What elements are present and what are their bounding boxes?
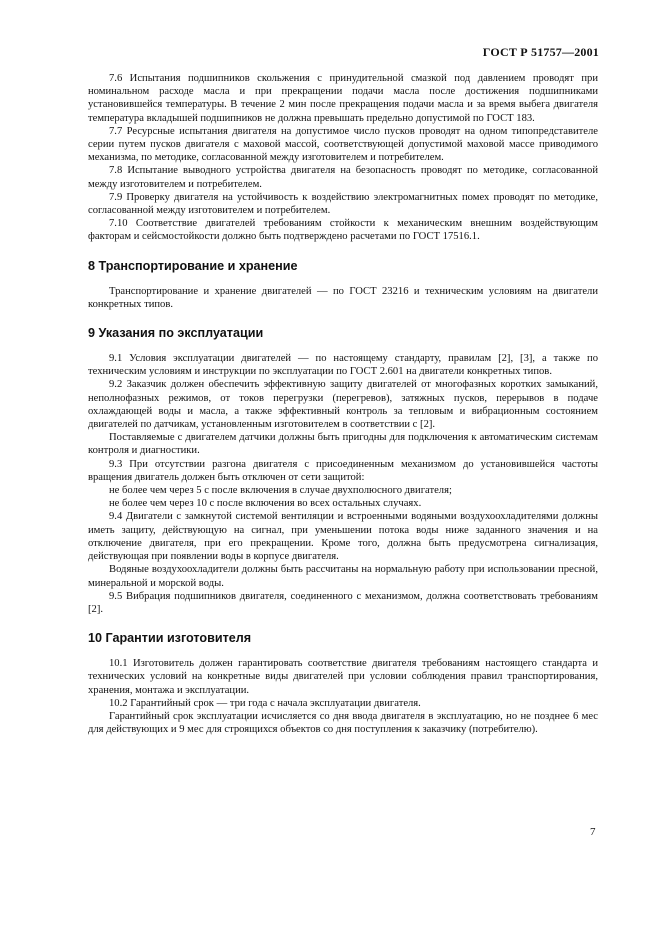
paragraph-7-7: 7.7 Ресурсные испытания двигателя на допустимое число пусков проводят на одном типопредставителе серии путем пусков двигателя с маховой массой, соответствующей допустимой маховой массе приводимого механизма, по методике, согласованной между изготовителем и потребителем.: [88, 125, 598, 164]
paragraph-7-10: 7.10 Соответствие двигателей требованиям стойкости к механическим внешним воздействующим факторам и сейсмостойкости должно быть подтверждено расчетами по ГОСТ 17516.1.: [88, 218, 598, 243]
paragraph-10-1: 10.1 Изготовитель должен гарантировать соответствие двигателя требованиям настоящего стандарта и технических условий на конкретные виды двигателей при условии соблюдения правил транспортирования, хранения, монтажа и эксплуатации.: [88, 658, 598, 696]
paragraph-9-3: 9.3 При отсутствии разгона двигателя с присоединенным механизмом до установившейся частоты вращения двигатель должен быть отключен от сети защитой:: [88, 458, 598, 483]
section-heading-8: 8 Транспортирование и хранение: [88, 258, 298, 273]
paragraph-9-3-item-a: не более чем через 5 с после включения в случае двухполюсного двигателя;: [109, 485, 452, 497]
paragraph-9-2: 9.2 Заказчик должен обеспечить эффективную защиту двигателей от многофазных коротких замыканий, неполнофазных режимов, от токов перегрузки (перегревов), затяжных пусков, перерывов в подаче охлаждающей воды и масла, а также эффективный контроль за тепловым и вибрационным состоянием двигателей по датчикам, установленным изготовителем в соответствии с [2].: [88, 379, 598, 431]
paragraph-9-3-item-b: не более чем через 10 с после включения во всех остальных случаях.: [109, 498, 422, 510]
document-code: ГОСТ Р 51757—2001: [482, 45, 599, 59]
paragraph-9-4-coolers: Водяные воздухоохладители должны быть рассчитаны на нормальную работу при использовании пресной, минеральной и морской воды.: [88, 564, 598, 589]
paragraph-8: Транспортирование и хранение двигателей — по ГОСТ 23216 и техническим условиям на двигатели конкретных типов.: [88, 285, 598, 310]
section-heading-9: 9 Указания по эксплуатации: [88, 326, 264, 341]
paragraph-10-2: 10.2 Гарантийный срок — три года с начала эксплуатации двигателя.: [109, 697, 421, 709]
paragraph-9-1: 9.1 Условия эксплуатации двигателей — по настоящему стандарту, правилам [2], [3], а также по техническим условиям и инструкции по эксплуатации по ГОСТ 2.601 на двигатели конкретных типов.: [88, 353, 598, 378]
paragraph-10-2-term: Гарантийный срок эксплуатации исчисляется со дня ввода двигателя в эксплуатацию, но не позднее 6 мес для действующих и 9 мес для строящихся объектов со дня поступления к заказчику (потребителю).: [88, 710, 598, 736]
paragraph-7-6: 7.6 Испытания подшипников скольжения с принудительной смазкой под давлением проводят при номинальном расходе масла и при прекращении подачи масла после достижения подшипниками установившейся температуры. В течение 2 мин после прекращения подачи масла и за время выбега двигателя температура вкладышей подшипников не должна превышать предельно допустимой по ГОСТ 183.: [88, 73, 598, 124]
page-number: 7: [590, 826, 596, 838]
paragraph-9-5: 9.5 Вибрация подшипников двигателя, соединенного с механизмом, должна соответствовать требованиям [2].: [88, 590, 598, 615]
paragraph-9-4: 9.4 Двигатели с замкнутой системой вентиляции и встроенными водяными воздухоохладителями должны иметь защиту, действующую на сигнал, при уменьшении потока воды ниже заданного значения и на отключение двигателя, при его прекращении. Кроме того, должна быть предусмотрена сигнализация, действующая при появлении воды в корпусе двигателя.: [88, 511, 598, 563]
paragraph-9-2-sensors: Поставляемые с двигателем датчики должны быть пригодны для подключения к автоматическим системам контроля и диагностики.: [88, 432, 598, 457]
section-heading-10: 10 Гарантии изготовителя: [88, 631, 252, 646]
document-body: [88, 72, 598, 736]
paragraph-7-9: 7.9 Проверку двигателя на устойчивость к воздействию электромагнитных помех проводят по методике, согласованной между изготовителем и потребителем.: [88, 191, 598, 217]
paragraph-7-8: 7.8 Испытание выводного устройства двигателя на безопасность проводят по методике, согласованной между изготовителем и потребителем.: [88, 165, 598, 190]
